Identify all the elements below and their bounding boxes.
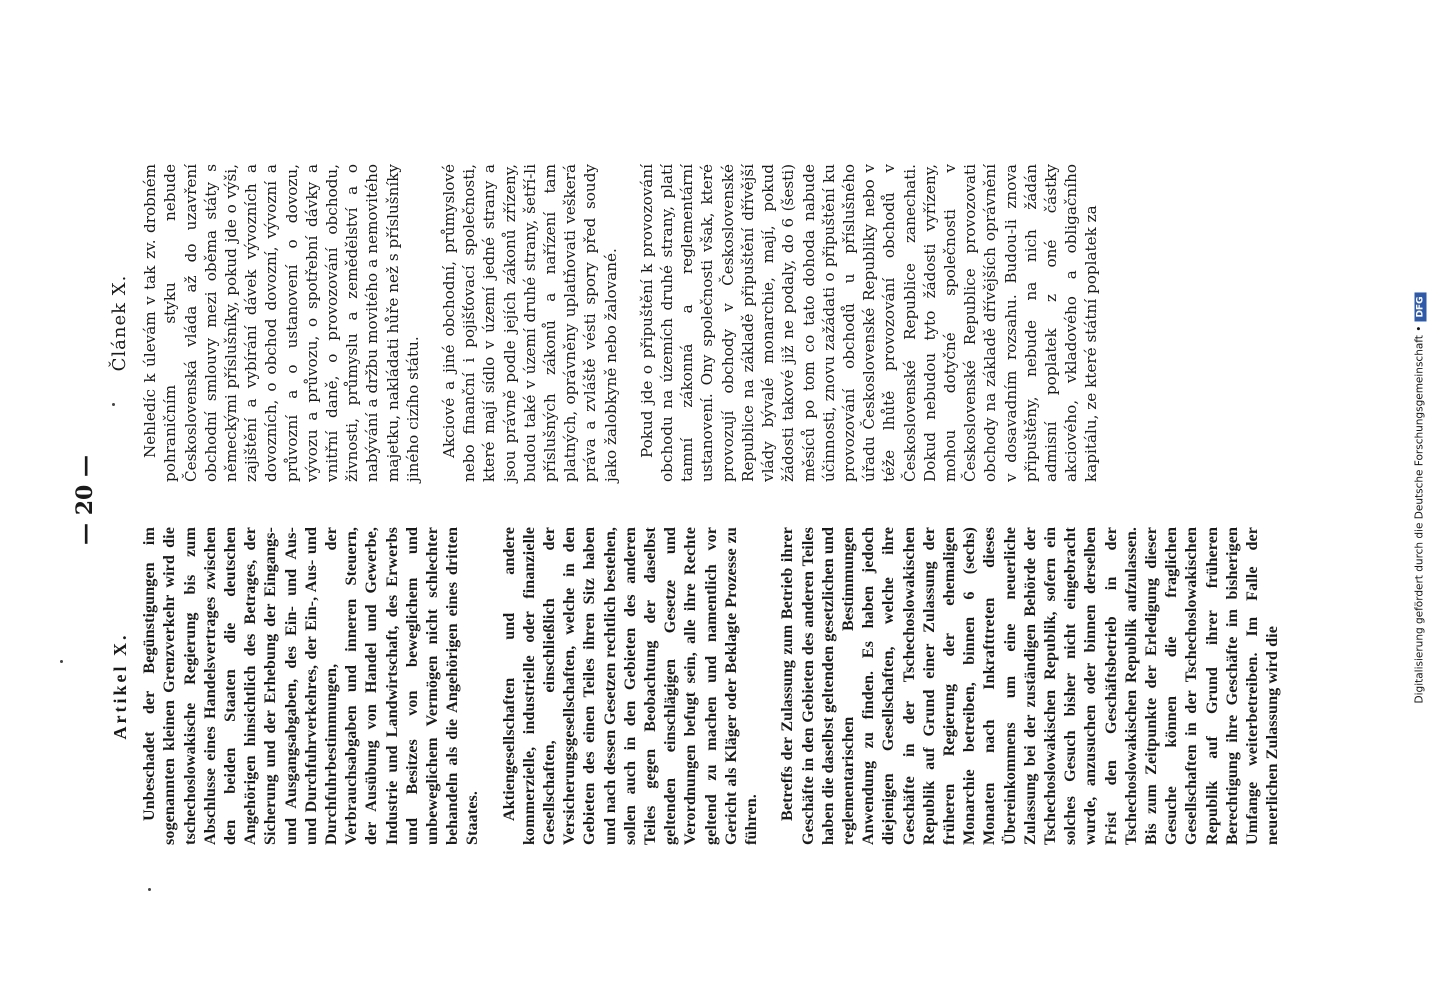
czech-paragraph: Pokud jde o připuštění k provozování obchodu na územích druhé strany, platí tamní zákonná a reglementární ustanovení. Ony společnosti však, které provozují obchody v Československé Republice na základě připuštění dřívější vlády bývalé monarchie, mají, pokud žádosti takové již ne podaly, do 6 (šesti) měsíců po tom co tato dohoda nabude účinnosti, znovu zažádati o připuštění ku provozování obchodů u příslušného úřadu Československé Republiky nebo v téže lhůtě provozování obchodů v Československé Republice zanechati. Dokud nebudou tyto žádosti vyřízeny, mohou dotyčné společnosti v Československé Republice provozovati obchody na základě dřívějších oprávnění v dosavadním rozsahu. Budou-li znova připuštěny, nebude na nich žádán admisní poplatek z oné částky akciového, vkladového a obligačního kapitálu, ze které státní poplatek za: [637, 164, 1101, 482]
dfg-logo: DFG: [1415, 293, 1427, 322]
german-paragraph: Betreffs der Zulassung zum Betrieb ihrer Geschäfte in den Gebieten des anderen Teiles haben die daselbst geltenden gesetzlichen und reglementarischen Bestimmungen Anwendung zu finden. Es haben jedoch diejenigen Gesellschaften, welche ihre Geschäfte in der Tschechoslowakischen Republik auf Grund einer Zulassung der früheren Regierung der ehemaligen Monarchie betreiben, binnen 6 (sechs) Monaten nach Inkrafttreten dieses Übereinkommens um eine neuerliche Zulassung bei der zuständigen Behörde der Tschechoslowakischen Republik, sofern ein solches Gesuch bisher nicht eingebracht wurde, anzusuchen oder binnen derselben Frist den Geschäftsbetrieb in der Tschechoslowakischen Republik aufzulassen. Bis zum Zeitpunkte der Erledigung dieser Gesuche können die fraglichen Gesellschaften in der Tschechoslowakischen Republik auf Grund ihrer früheren Berechtigung ihre Geschäfte im bisherigen Umfange weiterbetreiben. Im Falle der neuerlichen Zulassung wird die: [779, 527, 1282, 845]
german-heading: Artikel X.: [110, 632, 130, 740]
czech-column: [110, 164, 1118, 482]
czech-paragraph: Akciové a jiné obchodní, průmyslové nebo finanční i pojišťovací společnosti, které mají sídlo v území jedné strany a jsou právně podle jejích zákonů zřízeny, budou také v území druhé strany, šetří-li příslušných zákonů a nařízení tam platných, oprávněny uplatňovati veškerá práva a zvláště vésti spory před soudy jako žalobkyně nebo žalované.: [440, 164, 620, 482]
scan-speck: [148, 888, 151, 891]
scan-speck: [112, 403, 115, 406]
digitization-credit: [1410, 8, 1430, 988]
german-column: [110, 527, 1299, 845]
credit-text: Digitalisierung gefördert durch die Deutsche Forschungsgemeinschaft •: [1413, 325, 1426, 704]
page-number: — 20 —: [72, 455, 98, 545]
scan-speck: [60, 660, 63, 663]
czech-paragraph: Nehledíc k úlevám v tak zv. drobném pohraničním styku nebude Československá vláda až do uzavření obchodní smlouvy mezi oběma státy s německými příslušníky, pokud jde o výši, zajištění a vybírání dávek vývozních a dovozních, o obchod dovozní, vývozní a průvozní a o ustanovení o dovozu, vývozu a průvozu, o spotřební dávky a vnitřní daně, o provozování obchodu, živnosti, průmyslu a zemědělství a o nabývání a držbu movitého a nemovitého majetku, nakládati hůře než s příslušníky jiného cizího státu.: [141, 164, 422, 482]
german-paragraph: Aktiengesellschaften und andere kommerzielle, industrielle oder finanzielle Gesellschaften, einschließlich der Versicherungsgesellschaften, welche in den Gebieten des einen Teiles ihren Sitz haben und nach dessen Gesetzen rechtlich bestehen, sollen auch in den Gebieten des anderen Teiles gegen Beobachtung der daselbst geltenden einschlägigen Gesetze und Verordnungen befugt sein, alle ihre Rechte geltend zu machen und namentlich vor Gericht als Kläger oder Beklagte Prozesse zu führen.: [500, 527, 761, 845]
german-paragraph: Unbeschadet der Begünstigungen im sogenannten kleinen Grenzverkehr wird die tschechoslowakische Regierung bis zum Abschlusse eines Handelsvertrages zwischen den beiden Staaten die deutschen Angehörigen hinsichtlich des Betrages, der Sicherung und der Erhebung der Eingangs- und Ausgangsabgaben, des Ein- und Aus- und Durchfuhrverkehres, der Ein-, Aus- und Durchfuhrbestimmungen, der Verbrauchsabgaben und inneren Steuern, der Ausübung von Handel und Gewerbe, Industrie und Landwirtschaft, des Erwerbs und Besitzes von beweglichem und unbeweglichem Vermögen nicht schlechter behandeln als die Angehörigen eines dritten Staates.: [141, 527, 482, 845]
czech-heading: Článek X.: [109, 274, 130, 372]
